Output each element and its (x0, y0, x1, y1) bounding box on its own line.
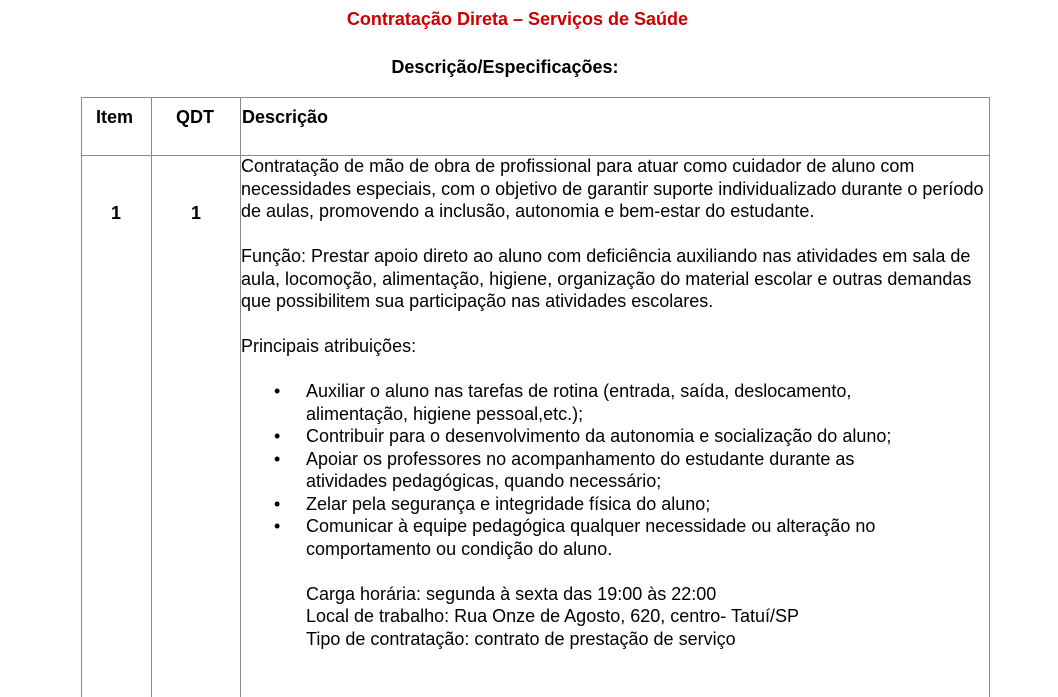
document-subtitle: Descrição/Especificações: (391, 57, 619, 77)
work-details (241, 583, 989, 651)
description-paragraph-function: Função: Prestar apoio direto ao aluno com deficiência auxiliando nas atividades em sala de aula, locomoção, alimentação, higiene, organização do material escolar e outras demandas que possibilitem sua participação nas atividades escolares. (241, 246, 972, 311)
bullet-dot-icon: • (274, 381, 281, 401)
workload-text: Carga horária: segunda à sexta das 19:00 às 22:00 (306, 583, 717, 604)
list-item (241, 515, 946, 560)
table-column-divider-1 (151, 97, 152, 697)
workplace-text: Local de trabalho: Rua Onze de Agosto, 620, centro- Tatuí/SP (306, 606, 799, 626)
bullet-dot-icon: • (274, 448, 281, 469)
table-border-top (81, 97, 990, 98)
list-item-text: Contribuir para o desenvolvimento da autonomia e socialização do aluno; (306, 426, 892, 446)
document-title: Contratação Direta – Serviços de Saúde (346, 9, 689, 29)
table-border-right (989, 97, 990, 697)
column-header-qdt: QDT (176, 107, 214, 127)
cell-description (241, 155, 989, 650)
table-border-left (81, 97, 82, 697)
bullet-dot-icon: • (274, 426, 281, 446)
list-item-text: Apoiar os professores no acompanhamento do estudante durante as atividades pedagógicas, quando necessário; (306, 448, 855, 491)
list-item-text: Comunicar à equipe pedagógica qualquer necessidade ou alteração no comportamento ou condição do aluno. (306, 516, 876, 559)
list-item-text: Auxiliar o aluno nas tarefas de rotina (entrada, saída, deslocamento, alimentação, higiene pessoal,etc.); (306, 381, 852, 424)
specification-table (81, 97, 990, 697)
attributions-heading: Principais atribuições: (241, 336, 417, 356)
list-item (241, 380, 916, 425)
list-item (241, 493, 926, 516)
cell-quantity: 1 (191, 203, 202, 223)
description-paragraph-intro: Contratação de mão de obra de profissional para atuar como cuidador de aluno com necessidades especiais, com o objetivo de garantir suporte individualizado durante o período de aulas, promovendo a inclusão, autonomia e bem-estar do estudante. (241, 156, 984, 221)
list-item (241, 425, 1006, 448)
bullet-dot-icon: • (274, 516, 281, 536)
list-item-text: Zelar pela segurança e integridade física do aluno; (306, 493, 711, 514)
column-header-item: Item (96, 107, 134, 127)
column-header-description: Descrição (242, 107, 329, 127)
bullet-dot-icon: • (274, 493, 281, 514)
cell-item-number: 1 (111, 203, 122, 223)
contract-type-text: Tipo de contratação: contrato de prestação de serviço (306, 628, 736, 649)
list-item (241, 448, 916, 493)
attributions-list (241, 380, 989, 560)
